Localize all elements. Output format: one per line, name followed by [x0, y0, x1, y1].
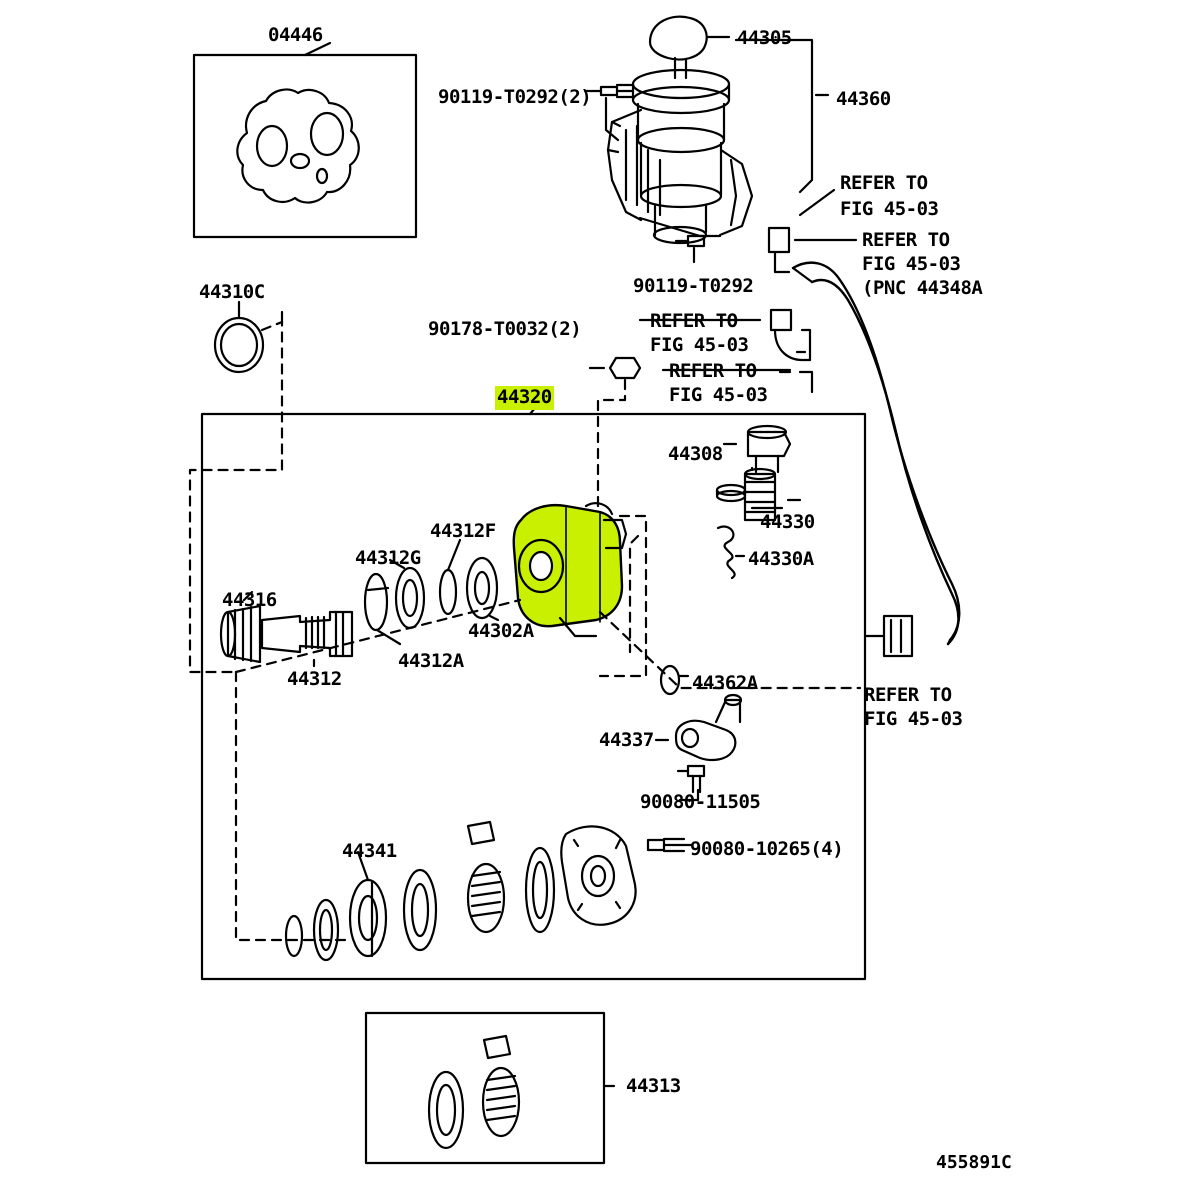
label-refer-fig-5a: REFER TO [864, 684, 952, 706]
label-refer-fig-3a: REFER TO [650, 310, 738, 332]
label-refer-fig-5b: FIG 45-03 [864, 708, 963, 730]
reservoir-top [633, 70, 729, 98]
leader-refer-1 [800, 190, 834, 215]
label-44360: 44360 [836, 88, 891, 110]
bolt-head-top [601, 87, 617, 95]
label-refer-fig-4a: REFER TO [669, 360, 757, 382]
label-refer-fig-2b: FIG 45-03 [862, 253, 961, 275]
reservoir-lip [633, 87, 729, 113]
label-refer-fig-4b: FIG 45-03 [669, 384, 768, 406]
label-44330A: 44330A [748, 548, 814, 570]
leader-refer-5 [780, 372, 812, 392]
label-44308: 44308 [668, 443, 723, 465]
label-44330: 44330 [760, 511, 815, 533]
box-04446 [194, 55, 416, 237]
label-04446: 04446 [268, 24, 323, 46]
label-refer-fig-2a: REFER TO [862, 229, 950, 251]
label-44312F: 44312F [430, 520, 496, 542]
label-90178-T0032-2: 90178-T0032(2) [428, 318, 582, 340]
bolt-shaft-top [606, 98, 618, 140]
label-90119-T0292: 90119-T0292 [633, 275, 754, 297]
label-44312A: 44312A [398, 650, 464, 672]
small-hose [775, 330, 810, 360]
leader-44360-b [800, 93, 812, 192]
label-44320: 44320 [497, 386, 552, 408]
label-44313: 44313 [626, 1075, 681, 1097]
label-44302A: 44302A [468, 620, 534, 642]
label-44310C: 44310C [199, 281, 265, 303]
label-90080-10265-4: 90080-10265(4) [690, 838, 844, 860]
label-refer-fig-1b: FIG 45-03 [840, 198, 939, 220]
label-44337: 44337 [599, 729, 654, 751]
label-44341: 44341 [342, 840, 397, 862]
label-refer-fig-1a: REFER TO [840, 172, 928, 194]
o-ring-44310C [215, 318, 263, 372]
label-44362A: 44362A [692, 672, 758, 694]
hose-clamp-3 [771, 310, 791, 330]
label-refer-fig-3b: FIG 45-03 [650, 334, 749, 356]
label-44316: 44316 [222, 589, 277, 611]
hose-clamp-2 [884, 616, 912, 656]
label-44312G: 44312G [355, 547, 421, 569]
cap-44305 [650, 17, 707, 60]
nut-90178 [610, 358, 640, 378]
label-90119-T0292-2: 90119-T0292(2) [438, 86, 592, 108]
hose-clamp-1 [769, 228, 789, 252]
label-pnc-44348A: (PNC 44348A [862, 277, 983, 299]
label-44305: 44305 [737, 27, 792, 49]
cap-stem [675, 58, 686, 78]
label-44312: 44312 [287, 668, 342, 690]
label-90080-11505: 90080-11505 [640, 791, 761, 813]
diagram-footer-code: 455891C [936, 1152, 1012, 1173]
